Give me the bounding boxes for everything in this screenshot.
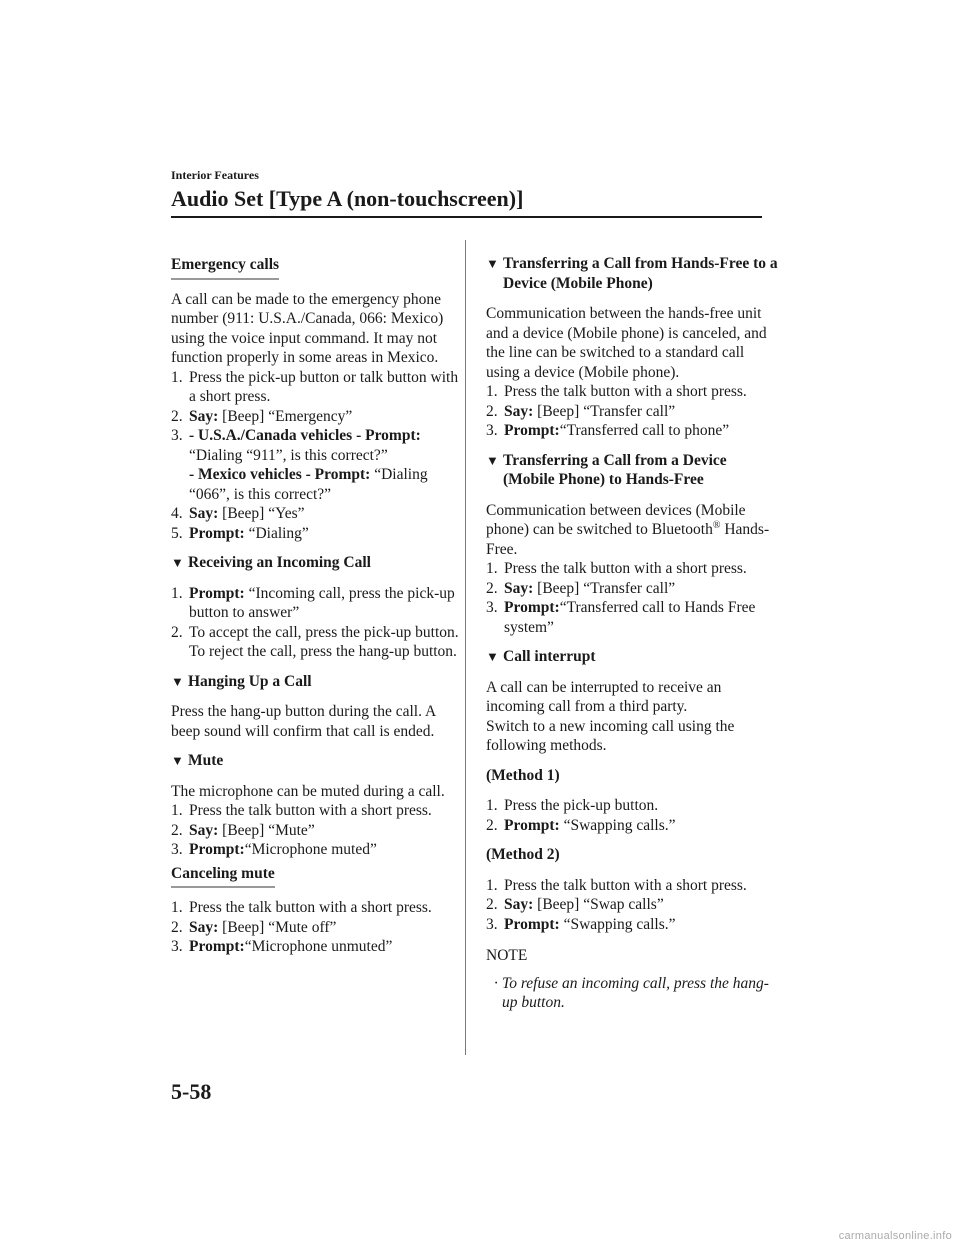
hanging-up-paragraph: Press the hang-up button during the call. A beep sound will confirm that call is ended. <box>171 703 436 740</box>
step-text: Press the pick-up button. <box>504 797 659 814</box>
step-number: 2. <box>486 896 498 913</box>
step-text: [Beep] “Transfer call” <box>533 579 676 597</box>
header-rule <box>171 216 762 218</box>
canceling-mute-subheading: Canceling mute <box>171 864 275 889</box>
method-2-step-2 <box>486 895 778 915</box>
mute-step-1 <box>171 801 463 821</box>
call-interrupt-paragraph: A call can be interrupted to receive an incoming call from a third party. <box>486 678 722 715</box>
step-text: “Microphone muted” <box>244 841 377 858</box>
triangle-down-icon: ▼ <box>171 753 184 768</box>
step-text: “Transferred call to Hands Free system” <box>504 599 756 636</box>
transfer-to-device-heading <box>486 254 778 293</box>
step-keyword-usa-canada: - U.S.A./Canada vehicles - Prompt: <box>189 427 421 444</box>
step-text: “Swapping calls.” <box>559 915 676 933</box>
step-number: 2. <box>171 407 183 425</box>
step-number: 4. <box>171 505 183 522</box>
hanging-up-heading <box>171 672 463 692</box>
heading-text: Mute <box>188 752 224 769</box>
transfer-handsfree-step-3 <box>486 598 778 637</box>
step-text-reject: To reject the call, press the hang-up button. <box>189 643 457 660</box>
transfer-to-handsfree-paragraph <box>486 501 778 560</box>
step-number: 3. <box>171 938 183 955</box>
step-keyword: Say: <box>504 579 534 597</box>
step-keyword: Prompt: <box>504 599 560 616</box>
transfer-device-step-1 <box>486 382 778 402</box>
note-text: To refuse an incoming call, press the hang-up button. <box>502 974 769 1011</box>
cancel-mute-step-2 <box>171 918 463 938</box>
step-number: 1. <box>171 802 183 819</box>
step-number: 2. <box>486 816 498 834</box>
page-number: 5-58 <box>171 1079 212 1104</box>
step-number: 1. <box>486 383 498 400</box>
step-text-usa-canada: “Dialing “911”, is this correct?” <box>189 446 388 464</box>
paragraph-text-end: Hands-Free. <box>486 521 770 558</box>
step-keyword: Say: <box>189 918 219 936</box>
step-keyword: Prompt: <box>504 422 560 439</box>
transfer-device-step-3 <box>486 421 778 441</box>
step-text: Press the talk button with a short press. <box>504 560 747 577</box>
mute-heading <box>171 751 463 771</box>
step-number: 2. <box>486 402 498 420</box>
mute-step-3 <box>171 840 463 860</box>
method-1-step-2 <box>486 816 778 836</box>
registered-mark: ® <box>712 519 721 531</box>
step-text: Press the talk button with a short press. <box>189 899 432 916</box>
step-number: 1. <box>486 876 498 894</box>
heading-text: Transferring a Call from Hands-Free to a Device (Mobile Phone) <box>503 255 778 292</box>
step-number: 1. <box>486 797 498 814</box>
step-number: 3. <box>486 599 498 616</box>
step-keyword: Prompt: <box>189 584 245 602</box>
step-text: “Swapping calls.” <box>559 816 676 834</box>
left-column <box>171 248 463 957</box>
right-column <box>486 248 778 1013</box>
method-2-label: (Method 2) <box>486 846 560 863</box>
triangle-down-icon: ▼ <box>171 555 184 570</box>
step-text: Press the talk button with a short press. <box>189 802 432 819</box>
step-text-accept: To accept the call, press the pick-up button. <box>189 623 459 641</box>
step-keyword: Say: <box>189 821 219 839</box>
heading-text: Call interrupt <box>503 648 596 665</box>
step-number: 2. <box>171 623 183 641</box>
watermark: carmanualsonline.info <box>838 1230 952 1242</box>
mute-paragraph: The microphone can be muted during a call. <box>171 782 445 800</box>
mute-step-2 <box>171 821 463 841</box>
method-2-step-3 <box>486 915 778 935</box>
method-1-step-1 <box>486 796 778 816</box>
emergency-step-2 <box>171 407 463 427</box>
emergency-step-5 <box>171 524 463 544</box>
step-number: 1. <box>171 368 183 386</box>
step-text: Press the talk button with a short press. <box>504 383 747 400</box>
step-text: “Transferred call to phone” <box>559 422 730 439</box>
step-keyword: Prompt: <box>189 841 245 858</box>
triangle-down-icon: ▼ <box>171 673 184 689</box>
transfer-handsfree-step-1 <box>486 559 778 579</box>
method-2-step-1 <box>486 876 778 896</box>
receiving-step-2 <box>171 623 463 662</box>
call-interrupt-paragraph-2: Switch to a new incoming call using the following methods. <box>486 717 735 754</box>
step-keyword: Prompt: <box>189 938 245 955</box>
step-text-mexico: “Dialing “066”, is this correct?” <box>189 466 428 503</box>
step-number: 3. <box>171 841 183 858</box>
transfer-handsfree-step-2 <box>486 579 778 599</box>
step-number: 3. <box>171 427 183 444</box>
step-keyword: Say: <box>504 896 534 913</box>
step-keyword: Say: <box>504 402 534 420</box>
step-keyword: Prompt: <box>189 524 245 542</box>
step-text: [Beep] “Transfer call” <box>533 402 676 420</box>
transfer-to-device-paragraph: Communication between the hands-free unit and a device (Mobile phone) is canceled, and the line can be switched to a standard call using a device (Mobile phone). <box>486 305 767 381</box>
step-number: 3. <box>486 422 498 439</box>
step-number: 3. <box>486 915 498 933</box>
receiving-call-heading <box>171 553 463 573</box>
step-keyword-mexico: - Mexico vehicles - Prompt: <box>189 466 371 483</box>
step-number: 2. <box>171 821 183 839</box>
emergency-calls-paragraph: A call can be made to the emergency phone number (911: U.S.A./Canada, 066: Mexico) using the voice input command. It may not function properly in some areas in Mexico. <box>171 290 444 366</box>
step-text: [Beep] “Mute” <box>218 821 315 839</box>
page-title: Audio Set [Type A (non-touchscreen)] <box>171 186 524 211</box>
step-text: Press the talk button with a short press. <box>504 876 747 894</box>
step-keyword: Prompt: <box>504 816 560 834</box>
heading-text: Hanging Up a Call <box>188 672 312 690</box>
paragraph-text: Communication between devices (Mobile phone) can be switched to Bluetooth <box>486 501 746 538</box>
emergency-step-1 <box>171 368 463 407</box>
receiving-step-1 <box>171 584 463 623</box>
step-keyword: Say: <box>189 505 219 522</box>
step-text: Press the pick-up button or talk button with a short press. <box>189 368 459 405</box>
section-label: Interior Features <box>171 168 259 182</box>
step-text: “Microphone unmuted” <box>244 938 393 955</box>
step-text: “Dialing” <box>244 524 309 542</box>
step-number: 5. <box>171 524 183 542</box>
step-number: 1. <box>486 560 498 577</box>
cancel-mute-step-1 <box>171 898 463 918</box>
note-item <box>486 974 778 1013</box>
triangle-down-icon: ▼ <box>486 452 499 468</box>
step-number: 1. <box>171 584 183 602</box>
cancel-mute-step-3 <box>171 937 463 957</box>
step-text: [Beep] “Emergency” <box>218 407 353 425</box>
step-number: 2. <box>486 579 498 597</box>
call-interrupt-heading <box>486 647 778 667</box>
step-text: [Beep] “Swap calls” <box>533 896 664 913</box>
note-label: NOTE <box>486 947 528 964</box>
triangle-down-icon: ▼ <box>486 256 499 271</box>
column-divider <box>465 240 466 1055</box>
step-text: “Incoming call, press the pick-up button to answer” <box>189 584 455 621</box>
heading-text: Receiving an Incoming Call <box>188 554 371 571</box>
transfer-device-step-2 <box>486 402 778 422</box>
emergency-step-3 <box>171 426 463 504</box>
step-number: 1. <box>171 899 183 916</box>
step-text: [Beep] “Yes” <box>218 505 305 522</box>
step-keyword: Prompt: <box>504 915 560 933</box>
method-1-label: (Method 1) <box>486 766 560 784</box>
triangle-down-icon: ▼ <box>486 649 499 664</box>
step-number: 2. <box>171 918 183 936</box>
emergency-calls-subheading: Emergency calls <box>171 255 279 280</box>
step-keyword: Say: <box>189 407 219 425</box>
step-text: [Beep] “Mute off” <box>218 918 337 936</box>
transfer-to-handsfree-heading <box>486 451 778 490</box>
emergency-step-4 <box>171 504 463 524</box>
bullet-icon: · <box>494 974 498 992</box>
heading-text: Transferring a Call from a Device (Mobile Phone) to Hands-Free <box>503 451 727 488</box>
